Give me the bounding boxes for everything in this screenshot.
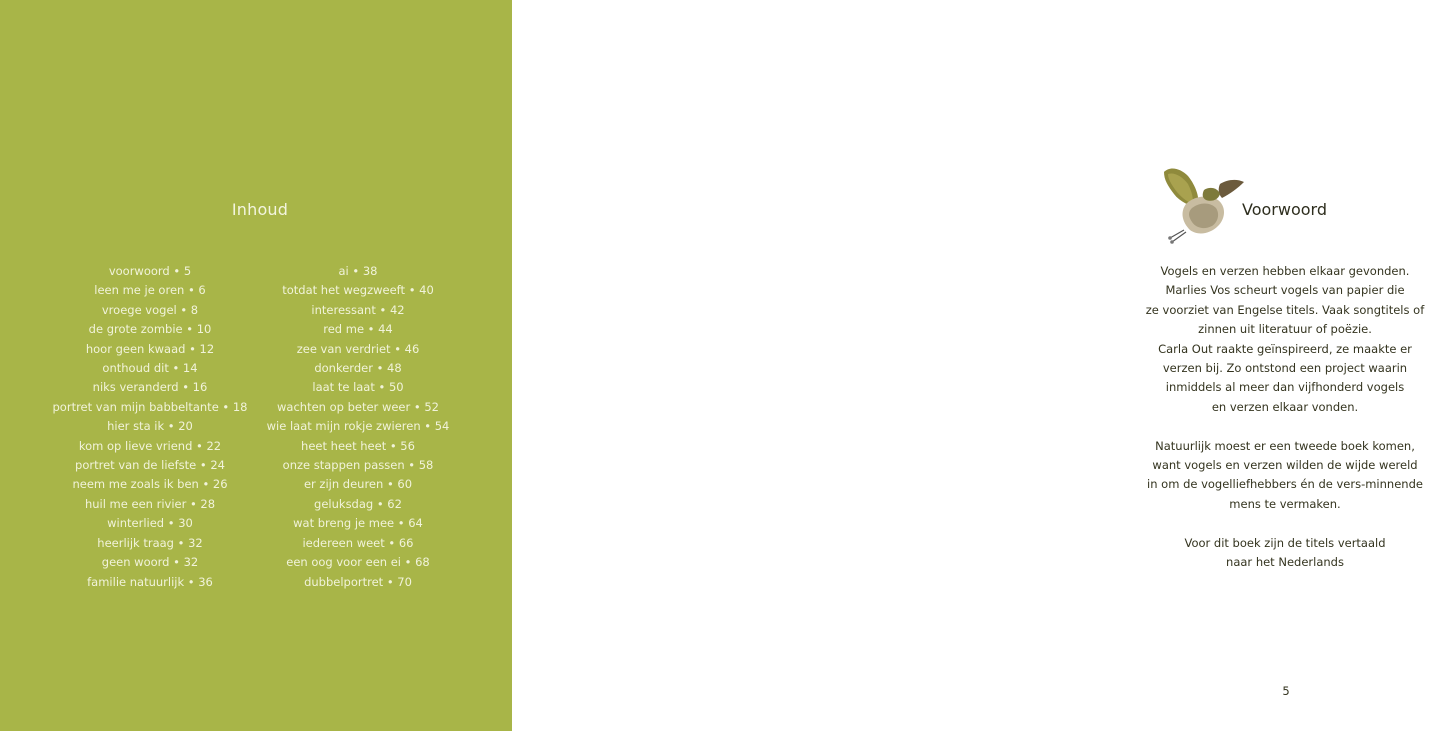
page-number: 5 — [1282, 684, 1290, 698]
paragraph-break — [1132, 514, 1438, 533]
contents-entry: portret van de liefste • 24 — [75, 458, 225, 473]
foreword-page — [512, 0, 1425, 731]
foreword-line: Vogels en verzen hebben elkaar gevonden. — [1160, 264, 1410, 278]
contents-entry: vroege vogel • 8 — [101, 302, 199, 317]
contents-entry: wie laat mijn rokje zwieren • 54 — [266, 419, 450, 434]
paragraph-break — [1132, 417, 1438, 436]
contents-entry: ai • 38 — [338, 264, 378, 278]
contents-entry: voorwoord • 5 — [108, 264, 192, 278]
foreword-line: naar het Nederlands — [1226, 555, 1344, 570]
contents-title: Inhoud — [231, 200, 289, 219]
contents-entry: geluksdag • 62 — [314, 496, 402, 511]
contents-entry: wat breng je mee • 64 — [293, 516, 423, 531]
foreword-line: en verzen elkaar vonden. — [1211, 399, 1359, 414]
contents-entry: interessant • 42 — [311, 302, 405, 317]
contents-column-2 — [258, 262, 458, 592]
contents-entry: familie natuurlijk • 36 — [87, 574, 213, 589]
foreword-line: zinnen uit literatuur of poëzie. — [1198, 322, 1372, 337]
contents-entry: zee van verdriet • 46 — [296, 341, 420, 356]
contents-entry: de grote zombie • 10 — [88, 322, 212, 337]
foreword-title: Voorwoord — [1242, 200, 1327, 219]
foreword-line: Natuurlijk moest er een tweede boek komen, — [1155, 438, 1415, 453]
foreword-line: want vogels en verzen wilden de wijde wereld — [1152, 458, 1418, 473]
contents-entry: hier sta ik • 20 — [107, 419, 193, 434]
contents-entry: laat te laat • 50 — [312, 380, 404, 395]
contents-column-1 — [40, 262, 260, 592]
contents-entry: kom op lieve vriend • 22 — [78, 438, 222, 453]
foreword-line: inmiddels al meer dan vijfhonderd vogels — [1165, 380, 1405, 395]
contents-entry: geen woord • 32 — [101, 555, 199, 570]
contents-entry: onze stappen passen • 58 — [282, 458, 434, 473]
contents-entry: onthoud dit • 14 — [102, 361, 198, 376]
foreword-line: verzen bij. Zo ontstond een project waarin — [1162, 361, 1408, 376]
contents-entry: leen me je oren • 6 — [94, 283, 206, 298]
contents-entry: hoor geen kwaad • 12 — [85, 341, 215, 356]
contents-entry: winterlied • 30 — [107, 516, 193, 531]
contents-entry: donkerder • 48 — [314, 361, 402, 376]
contents-entry: een oog voor een ei • 68 — [286, 555, 430, 570]
contents-entry: red me • 44 — [323, 322, 393, 337]
torn-paper-bird-icon — [1160, 164, 1250, 246]
foreword-line: mens te vermaken. — [1229, 496, 1341, 511]
foreword-line: Marlies Vos scheurt vogels van papier die — [1165, 283, 1405, 298]
contents-entry: portret van mijn babbeltante • 18 — [52, 399, 248, 414]
foreword-line: Carla Out raakte geïnspireerd, ze maakte er — [1158, 341, 1412, 356]
contents-entry: niks veranderd • 16 — [92, 380, 208, 395]
contents-entry: heet heet heet • 56 — [301, 438, 415, 453]
foreword-line: Voor dit boek zijn de titels vertaald — [1184, 535, 1386, 550]
contents-entry: huil me een rivier • 28 — [84, 496, 216, 511]
foreword-line: ze voorziet van Engelse titels. Vaak songtitels of — [1145, 302, 1425, 317]
foreword-text — [1132, 262, 1438, 572]
contents-entry: heerlijk traag • 32 — [97, 535, 203, 550]
contents-entry: dubbelportret • 70 — [304, 574, 412, 589]
contents-entry: iedereen weet • 66 — [302, 535, 414, 550]
contents-entry: er zijn deuren • 60 — [303, 477, 413, 492]
contents-entry: totdat het wegzweeft • 40 — [282, 283, 434, 298]
contents-entry: wachten op beter weer • 52 — [277, 399, 439, 414]
contents-page — [0, 0, 512, 731]
foreword-line: in om de vogelliefhebbers én de vers-minnende — [1147, 477, 1423, 492]
contents-entry: neem me zoals ik ben • 26 — [72, 477, 228, 492]
